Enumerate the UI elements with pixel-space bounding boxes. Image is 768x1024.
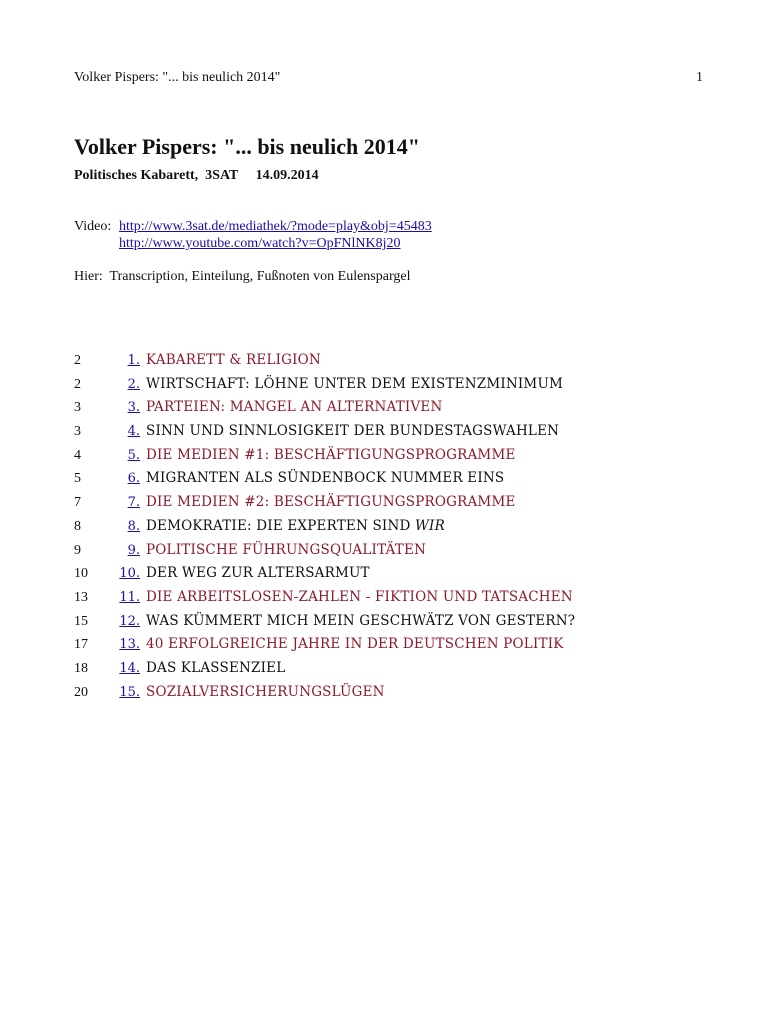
toc-page-number: 3 bbox=[74, 424, 81, 440]
toc-page-number: 8 bbox=[74, 518, 81, 534]
toc-entry-link[interactable]: 10. bbox=[119, 566, 140, 582]
toc-page-number: 17 bbox=[74, 637, 88, 653]
toc-entry-title-emphasis: WIR bbox=[414, 517, 445, 534]
toc-entry-title: DIE MEDIEN #2: BESCHÄFTIGUNGSPROGRAMME bbox=[146, 494, 516, 511]
toc-entry-title: WAS KÜMMERT MICH MEIN GESCHWÄTZ VON GESTERN? bbox=[146, 612, 576, 629]
running-title: Volker Pispers: "... bis neulich 2014" bbox=[74, 70, 281, 85]
toc-entry-title: WIRTSCHAFT: LÖHNE UNTER DEM EXISTENZMINIMUM bbox=[146, 375, 564, 392]
toc-row bbox=[74, 352, 714, 376]
toc-row bbox=[74, 376, 714, 400]
toc-entry-link[interactable]: 6. bbox=[127, 471, 140, 487]
toc-page-number: 5 bbox=[74, 471, 81, 487]
toc-row bbox=[74, 423, 714, 447]
toc-row bbox=[74, 470, 714, 494]
toc-entry-title: DEMOKRATIE: DIE EXPERTEN SIND WIR bbox=[146, 517, 445, 534]
toc-entry-link[interactable]: 2. bbox=[127, 376, 140, 392]
toc-entry-link[interactable]: 3. bbox=[127, 400, 140, 416]
toc-entry-link[interactable]: 1. bbox=[127, 353, 140, 368]
toc-entry-title: PARTEIEN: MANGEL AN ALTERNATIVEN bbox=[146, 399, 443, 416]
toc-page-number: 7 bbox=[74, 495, 81, 511]
toc-page-number: 20 bbox=[74, 684, 88, 700]
credit-line: Hier: Transcription, Einteilung, Fußnoten von Eulenspargel bbox=[74, 269, 411, 284]
toc-page-number: 15 bbox=[74, 613, 88, 629]
toc-page-number: 2 bbox=[74, 353, 81, 368]
toc-entry-link[interactable]: 13. bbox=[119, 637, 140, 653]
toc-row bbox=[74, 660, 714, 684]
toc-entry-link[interactable]: 9. bbox=[127, 542, 140, 558]
video-label: Video: bbox=[74, 219, 112, 234]
toc-row bbox=[74, 494, 714, 518]
toc-row bbox=[74, 447, 714, 471]
toc-page-number: 4 bbox=[74, 447, 81, 463]
toc-page-number: 13 bbox=[74, 589, 88, 605]
page-number: 1 bbox=[696, 70, 703, 85]
table-of-contents bbox=[74, 352, 714, 707]
toc-entry-title: DER WEG ZUR ALTERSARMUT bbox=[146, 565, 370, 582]
toc-entry-link[interactable]: 7. bbox=[127, 495, 140, 511]
document-subtitle: Politisches Kabarett, 3SAT 14.09.2014 bbox=[74, 168, 319, 183]
toc-page-number: 9 bbox=[74, 542, 81, 558]
toc-row bbox=[74, 565, 714, 589]
toc-entry-link[interactable]: 4. bbox=[127, 424, 140, 440]
toc-row bbox=[74, 399, 714, 423]
toc-entry-title: SINN UND SINNLOSIGKEIT DER BUNDESTAGSWAHLEN bbox=[146, 423, 560, 440]
toc-page-number: 2 bbox=[74, 376, 81, 392]
toc-entry-link[interactable]: 12. bbox=[119, 613, 140, 629]
toc-entry-title: POLITISCHE FÜHRUNGSQUALITÄTEN bbox=[146, 541, 427, 558]
toc-row bbox=[74, 518, 714, 542]
toc-page-number: 10 bbox=[74, 566, 88, 582]
toc-row bbox=[74, 613, 714, 637]
toc-entry-title: DAS KLASSENZIEL bbox=[146, 659, 286, 676]
toc-entry-link[interactable]: 11. bbox=[119, 589, 140, 605]
toc-row bbox=[74, 636, 714, 660]
toc-entry-title: DIE ARBEITSLOSEN-ZAHLEN - FIKTION UND TATSACHEN bbox=[146, 588, 573, 605]
document-title: Volker Pispers: "... bis neulich 2014" bbox=[74, 134, 420, 159]
toc-page-number: 18 bbox=[74, 660, 88, 676]
toc-entry-title: MIGRANTEN ALS SÜNDENBOCK NUMMER EINS bbox=[146, 470, 505, 487]
video-link-3sat[interactable]: http://www.3sat.de/mediathek/?mode=play&obj=45483 bbox=[119, 219, 432, 234]
toc-entry-title: DIE MEDIEN #1: BESCHÄFTIGUNGSPROGRAMME bbox=[146, 446, 516, 463]
toc-row bbox=[74, 589, 714, 613]
toc-page-number: 3 bbox=[74, 400, 81, 416]
toc-entry-title: KABARETT & RELIGION bbox=[146, 352, 321, 368]
toc-entry-title: 40 ERFOLGREICHE JAHRE IN DER DEUTSCHEN POLITIK bbox=[146, 636, 564, 653]
toc-entry-title: SOZIALVERSICHERUNGSLÜGEN bbox=[146, 683, 385, 700]
toc-entry-link[interactable]: 15. bbox=[119, 684, 140, 700]
toc-entry-link[interactable]: 14. bbox=[119, 660, 140, 676]
video-link-youtube[interactable]: http://www.youtube.com/watch?v=OpFNlNK8j20 bbox=[119, 236, 401, 251]
toc-row bbox=[74, 684, 714, 708]
toc-row bbox=[74, 542, 714, 566]
toc-entry-link[interactable]: 8. bbox=[127, 518, 140, 534]
toc-entry-link[interactable]: 5. bbox=[127, 447, 140, 463]
